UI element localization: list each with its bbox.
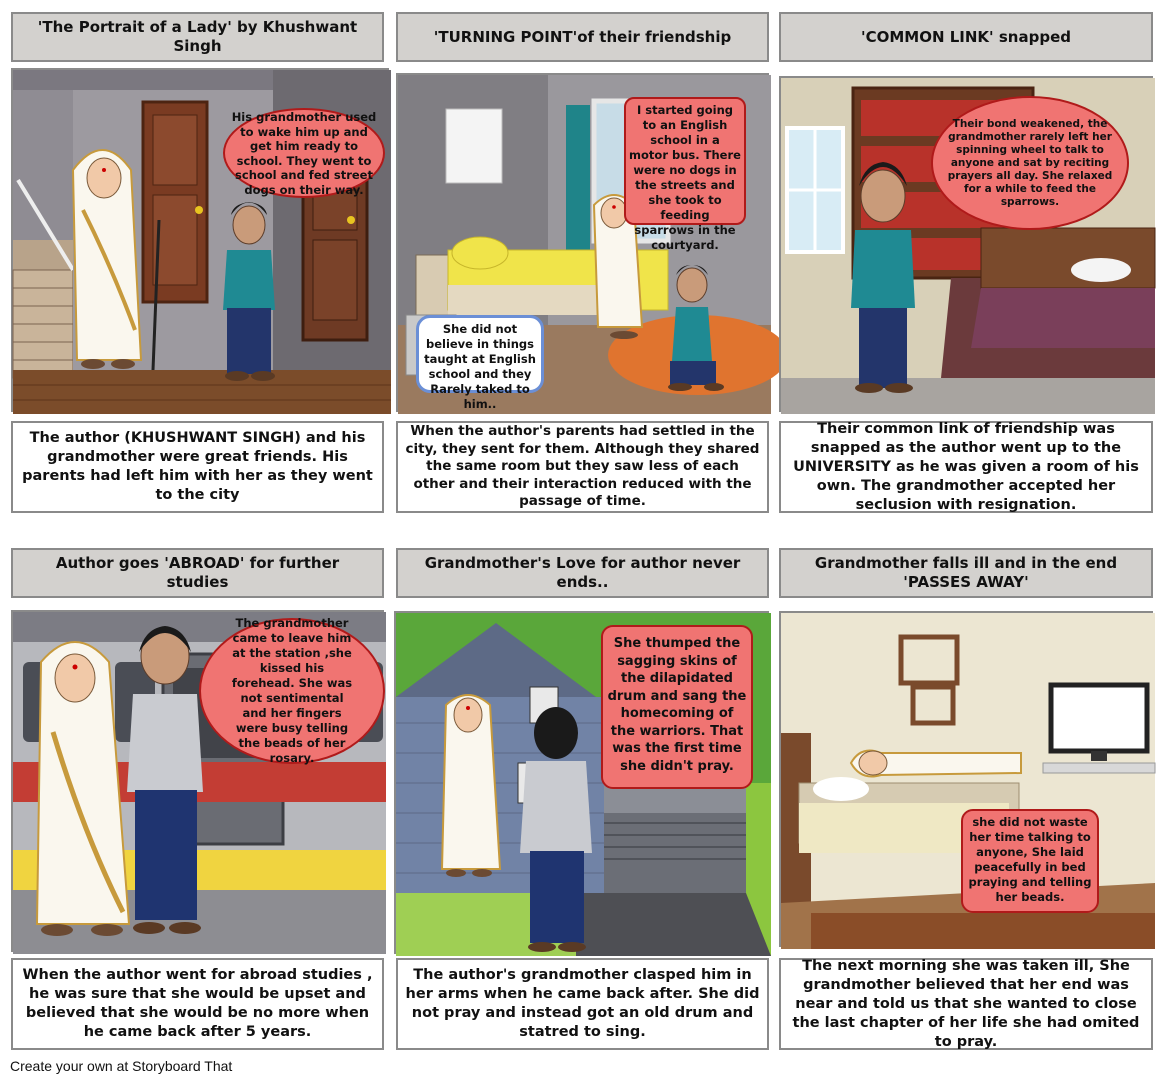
panel-2-title-text: 'TURNING POINT'of their friendship bbox=[433, 27, 732, 46]
panel-3-title bbox=[779, 12, 1153, 62]
panel-1-speech-bubble bbox=[223, 108, 385, 198]
panel-2-speech-bubble-top bbox=[624, 97, 746, 252]
panel-6-speech-bubble bbox=[961, 809, 1099, 913]
storyboard-that-footer-link[interactable]: Create your own at Storyboard That bbox=[10, 1058, 233, 1074]
panel-4-title bbox=[11, 548, 384, 598]
panel-2-speech-bubble-bottom bbox=[416, 315, 544, 411]
panel-1-caption bbox=[11, 421, 384, 513]
panel-6-speech-text: she did not waste her time talking to anyone, She laid peacefully in bed praying and telling her beads. bbox=[968, 815, 1092, 904]
panel-3-title-text: 'COMMON LINK' snapped bbox=[861, 27, 1071, 46]
panel-6-scene bbox=[779, 611, 1153, 947]
panel-2-speech-text-bottom: She did not believe in things taught at English school and they Rarely taked to him.. bbox=[424, 322, 536, 411]
panel-1-title bbox=[11, 12, 384, 62]
panel-5-caption bbox=[396, 958, 769, 1050]
grandmother-figure bbox=[73, 150, 141, 369]
panel-6-caption-text: The next morning she was taken ill, She grandmother believed that her end was near and told us that she wanted to close the last chapter of her life she had omited to pray. bbox=[792, 957, 1140, 1050]
panel-5-speech-text: She thumped the sagging skins of the dilapidated drum and sang the homecoming of the warriors. That was the first time she didn't pray. bbox=[607, 636, 747, 774]
panel-1-caption-text: The author (KHUSHWANT SINGH) and his grandmother were great friends. His parents had left him with her as they went to the city bbox=[22, 430, 373, 503]
panel-6-title bbox=[779, 548, 1153, 598]
panel-3-caption-text: Their common link of friendship was snapped as the author went up to the UNIVERSITY as he was given a room of his own. The grandmother accepted her seclusion with resignation. bbox=[793, 420, 1139, 513]
panel-4-scene bbox=[11, 610, 384, 952]
panel-2-title bbox=[396, 12, 769, 62]
panel-4-caption-text: When the author went for abroad studies , he was sure that she would be upset and believed that she would be no more when he came back after 5 years. bbox=[22, 967, 373, 1040]
panel-4-caption bbox=[11, 958, 384, 1050]
panel-6-title-text: Grandmother falls ill and in the end 'PASSES AWAY' bbox=[814, 554, 1118, 591]
panel-5-title bbox=[396, 548, 769, 598]
panel-1-speech-text: His grandmother used to wake him up and get him ready to school. They went to school and fed street dogs on their way. bbox=[231, 110, 377, 197]
panel-2-caption-text: When the author's parents had settled in the city, they sent for them. Although they shared the same room but they saw less of each other and their interaction reduced with the passage of time. bbox=[405, 423, 760, 510]
panel-3-scene bbox=[779, 76, 1153, 412]
panel-3-speech-text: Their bond weakened, the grandmother rarely left her spinning wheel to talk to anyone and sat by reciting prayers all day. She relaxed for a while to feed the sparrows. bbox=[947, 117, 1113, 208]
panel-5-speech-bubble bbox=[601, 625, 753, 789]
panel-5-title-text: Grandmother's Love for author never ends.. bbox=[424, 554, 741, 591]
panel-4-speech-text: The grandmother came to leave him at the station ,she kissed his forehead. She was not sentimental and her fingers were busy telling the beads of her rosary. bbox=[231, 616, 353, 765]
panel-2-speech-text-top: I started going to an English school in a motor bus. There were no dogs in the streets and she took to feeding sparrows in the courtyard. bbox=[629, 103, 741, 252]
panel-1-title-text: 'The Portrait of a Lady' by Khushwant Singh bbox=[37, 18, 358, 55]
panel-3-speech-bubble bbox=[931, 96, 1129, 230]
panel-3-caption bbox=[779, 421, 1153, 513]
panel-2-scene bbox=[396, 73, 769, 412]
panel-1-scene bbox=[11, 68, 389, 412]
panel-5-scene bbox=[394, 611, 769, 954]
panel-2-caption bbox=[396, 421, 769, 513]
panel-4-speech-bubble bbox=[199, 618, 385, 764]
panel-6-caption bbox=[779, 958, 1153, 1050]
panel-4-title-text: Author goes 'ABROAD' for further studies bbox=[55, 554, 340, 591]
panel-5-caption-text: The author's grandmother clasped him in her arms when he came back after. She did not pray and instead got an old drum and statred to sing. bbox=[405, 967, 760, 1040]
